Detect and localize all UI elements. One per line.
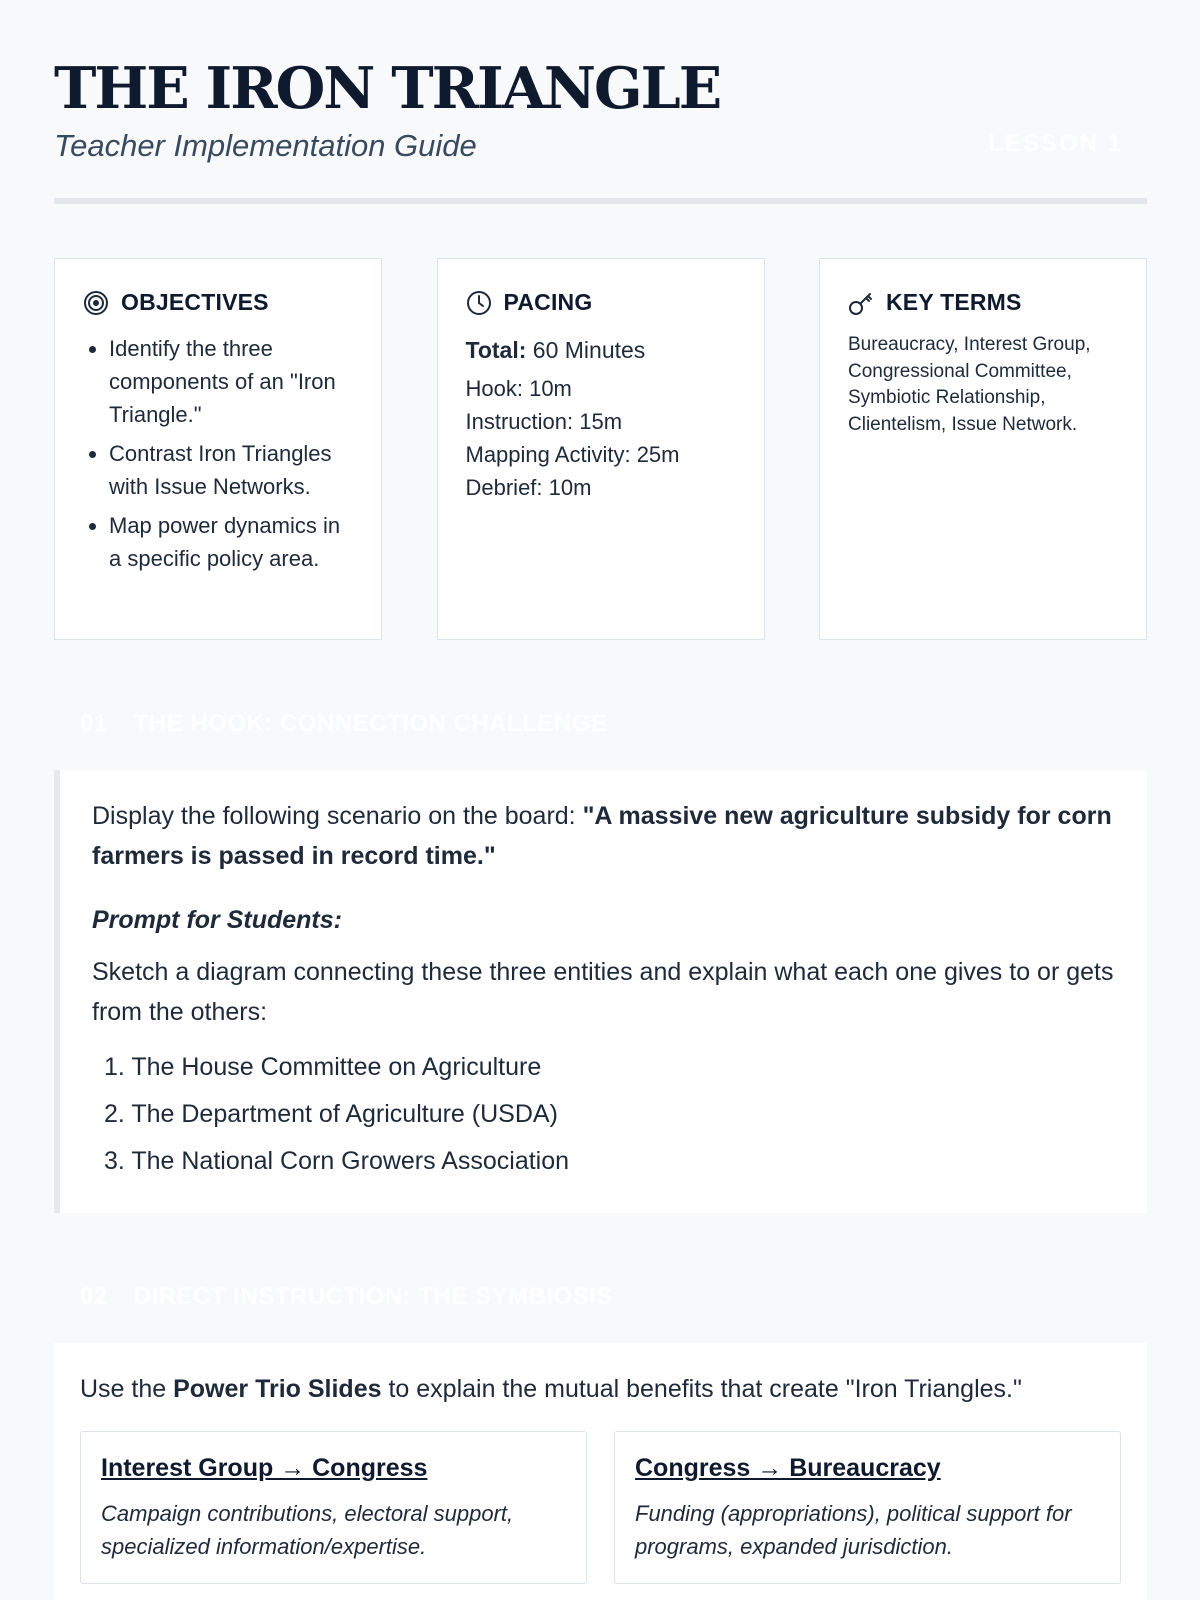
- section-title: THE HOOK: CONNECTION CHALLENGE: [133, 710, 608, 737]
- power-trio-slides: Power Trio Slides: [173, 1375, 382, 1403]
- info-cards: [54, 258, 1147, 640]
- key-terms-card-header: [848, 289, 1118, 316]
- list-item: 1. The House Committee on Agriculture: [104, 1053, 542, 1081]
- objectives-list: [83, 332, 353, 575]
- entity-list: [92, 1044, 1117, 1185]
- pacing-total-label: Total:: [465, 337, 527, 363]
- benefit-cards: [80, 1431, 1121, 1584]
- pacing-item: Mapping Activity: 25m: [465, 442, 680, 467]
- intro-pre: Use the: [80, 1375, 174, 1403]
- page-subtitle: Teacher Implementation Guide: [54, 128, 477, 163]
- pacing-title: PACING: [503, 289, 593, 315]
- key-terms-title: KEY TERMS: [886, 289, 1022, 315]
- page-title: THE IRON TRIANGLE: [54, 55, 721, 122]
- objectives-card: [54, 258, 382, 640]
- section-title: DIRECT INSTRUCTION: THE SYMBIOSIS: [133, 1283, 613, 1310]
- section-number: 01: [80, 710, 108, 737]
- key-terms-text: Bureaucracy, Interest Group, Congressional Committee, Symbiotic Relationship, Clientelism, Issue Network.: [848, 334, 1091, 435]
- benefit-card-interest-group: [80, 1431, 587, 1584]
- benefit-title: Congress → Bureaucracy: [635, 1454, 941, 1482]
- target-icon: [83, 290, 109, 316]
- header-divider: [54, 198, 1147, 204]
- clock-icon: [466, 290, 492, 316]
- section-heading-instruction: [54, 1273, 1147, 1321]
- intro-post: to explain the mutual benefits that create "Iron Triangles.": [381, 1375, 1022, 1403]
- benefit-card-congress: [614, 1431, 1121, 1584]
- section-number: 02: [80, 1283, 108, 1310]
- section-heading-hook: [54, 700, 1147, 748]
- benefit-desc: Funding (appropriations), political support for programs, expanded jurisdiction.: [635, 1501, 1072, 1559]
- page-header: [54, 0, 1147, 204]
- list-item: • Contrast Iron Triangles with Issue Networks.: [109, 437, 353, 503]
- hook-intro-text: Display the following scenario on the board:: [92, 802, 583, 830]
- key-terms-card: [819, 258, 1147, 640]
- list-item: • Identify the three components of an "Iron Triangle.": [109, 332, 353, 431]
- objectives-card-header: [83, 289, 353, 316]
- page: [54, 0, 1147, 1600]
- pacing-total: [466, 332, 736, 368]
- prompt-text: Sketch a diagram connecting these three entities and explain what each one gives to or gets from the others:: [92, 958, 1114, 1026]
- prompt-label: Prompt for Students:: [92, 906, 342, 934]
- hook-scenario-quote: "A massive new agriculture subsidy for corn farmers is passed in record time.": [92, 802, 1112, 870]
- benefit-desc: Campaign contributions, electoral support, specialized information/expertise.: [101, 1501, 514, 1559]
- lesson-badge: LESSON 1: [988, 130, 1123, 157]
- objectives-title: OBJECTIVES: [121, 289, 269, 315]
- key-icon: [848, 290, 874, 316]
- list-item: 3. The National Corn Growers Association: [104, 1147, 570, 1175]
- benefit-title: Interest Group → Congress: [101, 1454, 428, 1482]
- hook-scenario: [92, 796, 1117, 876]
- list-item: 2. The Department of Agriculture (USDA): [104, 1100, 558, 1128]
- pacing-card-header: [466, 289, 736, 316]
- pacing-total-value: 60 Minutes: [532, 337, 646, 363]
- pacing-item: Instruction: 15m: [465, 409, 623, 434]
- list-item: • Map power dynamics in a specific policy area.: [109, 509, 353, 575]
- pacing-item: Hook: 10m: [465, 376, 572, 401]
- instruction-intro: [80, 1369, 1121, 1409]
- pacing-item: Debrief: 10m: [465, 475, 592, 500]
- pacing-card: [437, 258, 765, 640]
- hook-box: [54, 770, 1147, 1213]
- instruction-box: [54, 1343, 1147, 1600]
